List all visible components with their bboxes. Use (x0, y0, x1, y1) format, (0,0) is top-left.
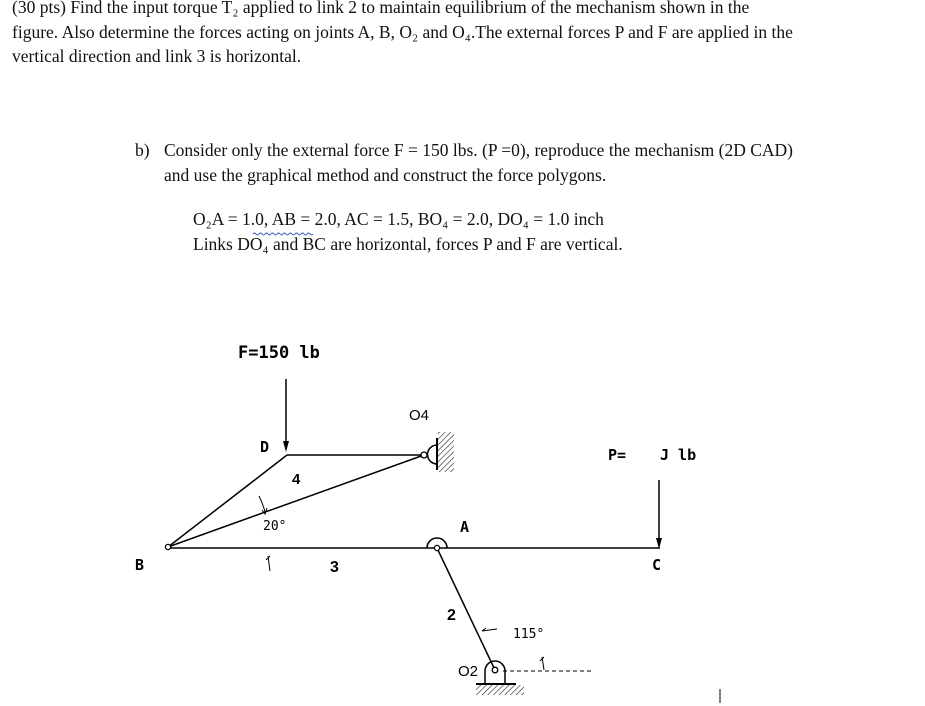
link-2-a-o2 (437, 548, 495, 670)
wavy-underline (253, 233, 313, 235)
point-c-label: C (652, 556, 662, 574)
o2-ground-pivot (476, 661, 524, 695)
problem-line-2: figure. Also determine the forces acting on joints A, B, O₂ and O₄.The external forces P and F are applied in the (12, 21, 793, 42)
force-f-arrowhead (283, 441, 289, 452)
link-4-label: 4 (292, 471, 301, 488)
problem-line-1: (30 pts) Find the input torque T₂ applied to link 2 to maintain equilibrium of the mechanism shown in the (12, 0, 750, 17)
force-p-value: J lb (660, 446, 697, 464)
pivot-o4-label: O4 (409, 407, 430, 424)
o4-ground-pivot (421, 432, 454, 472)
angle-115-label: 115° (513, 627, 545, 642)
given-line-1: O₂A = 1.0, AB = 2.0, AC = 1.5, BO₄ = 2.0, DO₄ = 1.0 inch (193, 209, 604, 229)
given-line-2: Links DO₄ and BC are horizontal, forces P and F are vertical. (193, 233, 623, 254)
pivot-o2-label: O2 (458, 663, 479, 680)
point-d-label: D (260, 438, 270, 456)
part-b-line-1: Consider only the external force F = 150 lbs. (P =0), reproduce the mechanism (2D CAD) (164, 140, 794, 160)
angle-20-arc-mark-lower (266, 556, 270, 571)
part-b-line-2: and use the graphical method and construct the force polygons. (164, 164, 607, 185)
problem-line-3: vertical direction and link 3 is horizontal. (12, 46, 302, 66)
angle-115-arrow (482, 628, 497, 631)
angle-20-arc-mark-upper (259, 496, 265, 512)
part-b-label: b) (135, 140, 150, 160)
link-3-label: 3 (330, 559, 339, 576)
link-2-label: 2 (447, 607, 456, 624)
point-b-label: B (135, 556, 145, 574)
joint-b (165, 544, 170, 549)
link-4-b-o4 (168, 455, 424, 547)
force-p-label: P= (608, 446, 627, 464)
force-f-label: F=150 lb (238, 343, 320, 363)
point-a-label: A (460, 518, 470, 536)
angle-115-arc-mark (540, 657, 544, 670)
angle-20-label: 20° (263, 519, 287, 534)
